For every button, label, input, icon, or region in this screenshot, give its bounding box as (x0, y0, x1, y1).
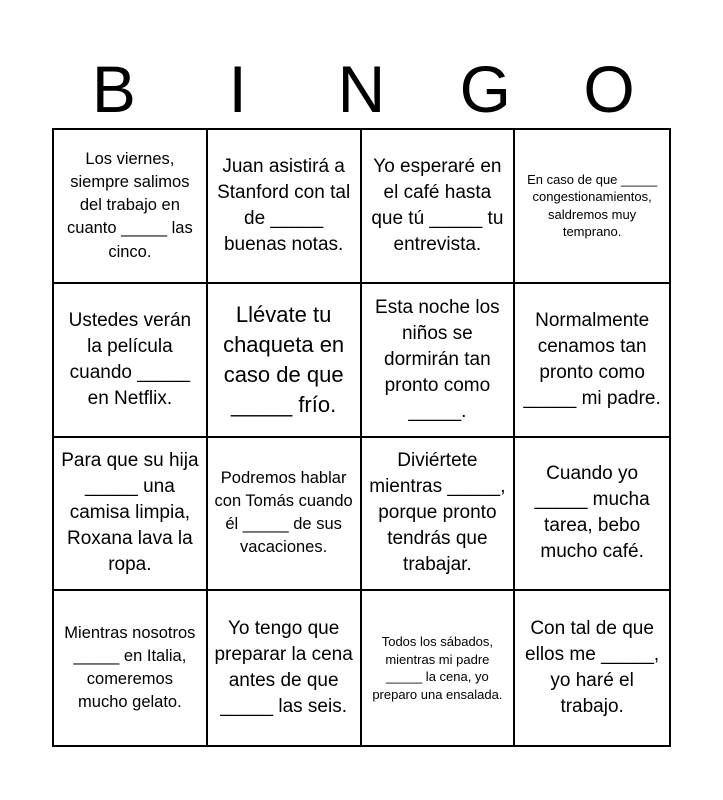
bingo-grid (52, 128, 671, 747)
bingo-cell[interactable] (54, 130, 208, 284)
bingo-cell[interactable] (208, 130, 362, 284)
bingo-cell[interactable] (54, 284, 208, 438)
header-letter-n: N (337, 52, 386, 126)
cell-text: Juan asistirá a Stanford con tal de _____ buenas notas. (217, 155, 351, 255)
cell-text: Con tal de que ellos me _____, yo haré el trabajo. (525, 618, 660, 718)
cell-text: En caso de que _____ congestionamientos, saldremos muy temprano. (527, 171, 658, 240)
bingo-cell[interactable] (362, 130, 516, 284)
cell-text: Mientras nosotros _____ en Italia, comeremos mucho gelato. (64, 623, 196, 712)
cell-text: Yo tengo que preparar la cena antes de que _____ las seis. (214, 618, 353, 718)
bingo-cell[interactable] (54, 591, 208, 745)
cell-text: Para que su hija _____ una camisa limpia, Roxana lava la ropa. (61, 450, 199, 576)
cell-text: Yo esperaré en el café hasta que tú _____ tu entrevista. (371, 155, 504, 255)
cell-text: Cuando yo _____ mucha tarea, bebo mucho café. (534, 463, 650, 563)
cell-text: Podremos hablar con Tomás cuando él _____ de sus vacaciones. (214, 469, 353, 557)
bingo-cell[interactable] (515, 438, 669, 592)
bingo-cell[interactable] (362, 284, 516, 438)
header-letter-g: G (459, 52, 511, 126)
bingo-cell[interactable] (515, 130, 669, 284)
cell-text: Llévate tu chaqueta en caso de que _____ frío. (223, 301, 345, 417)
cell-text: Todos los sábados, mientras mi padre _____ la cena, yo preparo una ensalada. (372, 634, 503, 702)
bingo-header (52, 50, 671, 128)
header-letter-i: I (228, 52, 247, 126)
bingo-cell[interactable] (208, 591, 362, 745)
bingo-cell[interactable] (515, 591, 669, 745)
header-letter-b: B (91, 52, 136, 126)
cell-text: Ustedes verán la película cuando _____ en Netflix. (68, 309, 192, 409)
bingo-cell[interactable] (208, 284, 362, 438)
bingo-cell[interactable] (362, 438, 516, 592)
bingo-cell[interactable] (208, 438, 362, 592)
cell-text: Esta noche los niños se dormirán tan pronto como _____. (375, 296, 500, 422)
cell-text: Los viernes, siempre salimos del trabajo en cuanto _____ las cinco. (67, 150, 193, 261)
bingo-cell[interactable] (362, 591, 516, 745)
header-letter-o: O (583, 52, 635, 126)
bingo-cell[interactable] (54, 438, 208, 592)
cell-text: Normalmente cenamos tan pronto como _____ mi padre. (523, 309, 661, 409)
cell-text: Diviértete mientras _____, porque pronto tendrás que trabajar. (369, 450, 506, 576)
bingo-cell[interactable] (515, 284, 669, 438)
